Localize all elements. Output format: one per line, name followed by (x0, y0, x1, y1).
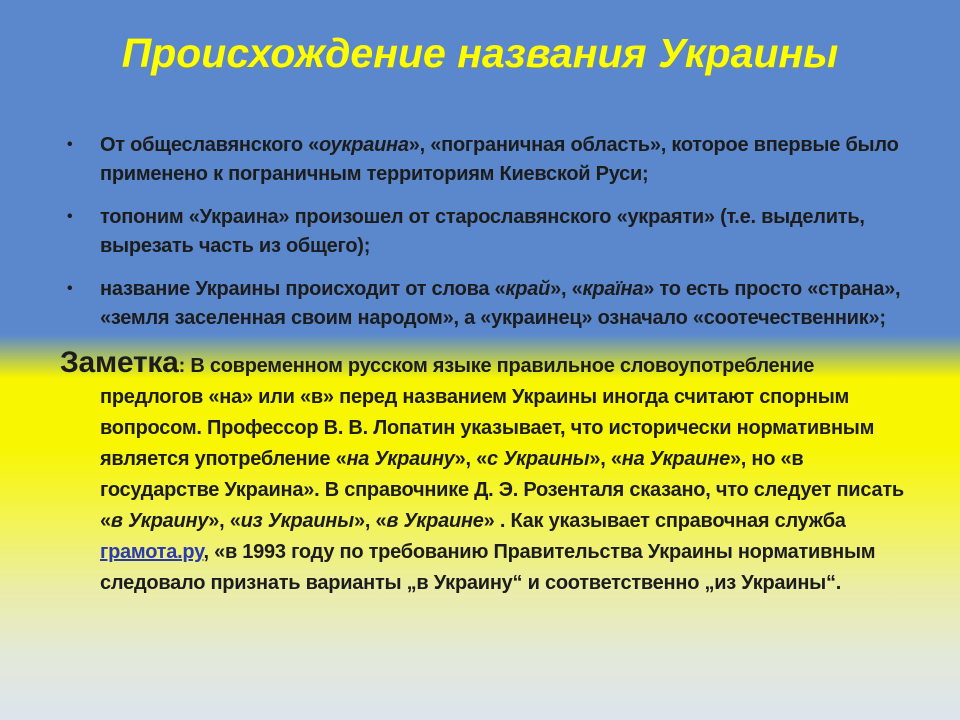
text-run: , «в 1993 году по требованию Правительства Украины нормативным следовало признать варианты „в Украину“ и соответственно „из Украины“. (100, 541, 876, 594)
text-run: » то есть просто «страна», «земля заселенная своим народом», а «украинец» означало «соотечественник»; (100, 278, 901, 329)
text-run: на Украине (621, 448, 730, 470)
text-run: », « (454, 448, 488, 470)
note-paragraph (60, 347, 910, 599)
text-run: оукраина (319, 134, 409, 156)
text-run: название Украины происходит от слова « (100, 278, 506, 300)
bullet-marker-icon: • (67, 280, 73, 297)
text-run: », «пограничная область», которое впервые было применено к пограничным территориям Киевской Руси; (100, 134, 899, 185)
text-run: » . Как указывает справочная служба (483, 510, 846, 532)
text-run: : В современном русском языке правильное словоупотребление предлогов «на» или «в» перед названием Украины иногда считают спорным вопросом. Профессор В. В. Лопатин указывает, что исторически нормативным является употребление « (100, 355, 875, 470)
text-run: в Украине (386, 510, 484, 532)
text-run: на Украину (346, 448, 455, 470)
bullet-item (60, 203, 905, 261)
bullet-text (100, 206, 865, 257)
text-run: край (505, 278, 551, 300)
text-run: топоним «Украина» произошел от старославянского «украяти» (т.е. выделить, вырезать часть из общего); (100, 206, 865, 257)
gramota-ru-link[interactable]: грамота.ру (100, 541, 204, 563)
bullet-item (60, 131, 905, 189)
text-run: в Украину (110, 510, 209, 532)
bullet-item (60, 275, 905, 333)
bullet-list (60, 131, 905, 333)
text-run: », « (353, 510, 387, 532)
text-run: с Украины (487, 448, 590, 470)
bullet-marker-icon: • (67, 136, 73, 153)
text-run: країна (582, 278, 644, 300)
text-run: из Украины (240, 510, 354, 532)
note-body (100, 355, 904, 594)
bullet-text (100, 134, 899, 185)
bullet-marker-icon: • (67, 208, 73, 225)
text-run: От общеславянского « (100, 134, 319, 156)
slide-title: Происхождение названия Украины (121, 30, 839, 76)
note-label: Заметка (60, 346, 179, 379)
text-run: », « (550, 278, 583, 300)
text-run: », но «в государстве Украина». В справочнике Д. Э. Розенталя сказано, что следует писать « (100, 448, 904, 532)
text-run: », « (589, 448, 622, 470)
bullet-text (100, 278, 900, 329)
text-run: », « (208, 510, 241, 532)
